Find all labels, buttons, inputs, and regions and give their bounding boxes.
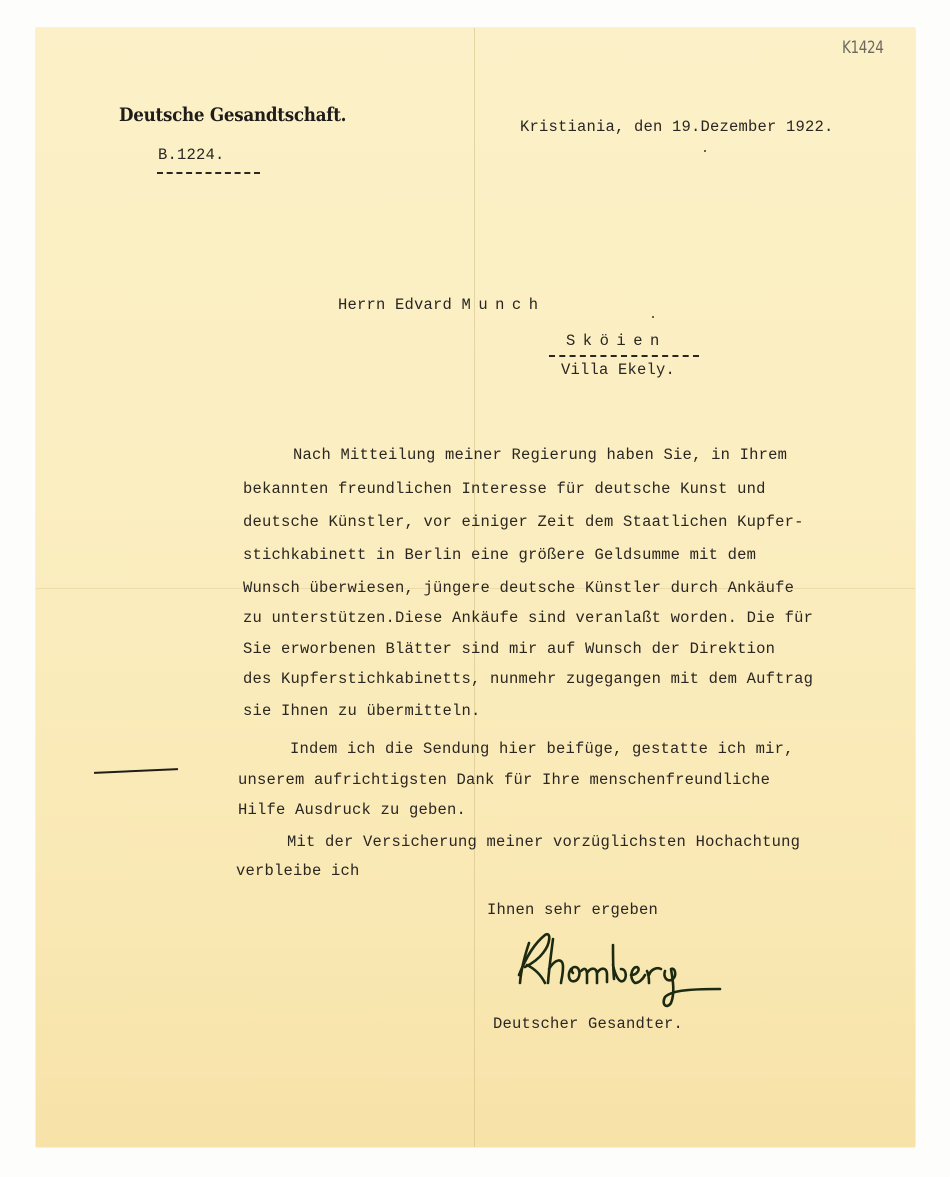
city-underline (549, 355, 699, 357)
body-line: Nach Mitteilung meiner Regierung haben Sie, in Ihrem (293, 446, 788, 464)
ink-speck (652, 316, 654, 318)
body-line: Sie erworbenen Blätter sind mir auf Wunsch der Direktion (243, 640, 776, 658)
handwritten-signature (515, 925, 730, 1010)
body-line: bekannten freundlichen Interesse für deutsche Kunst und (243, 480, 766, 498)
recipient-city: Sköien (566, 332, 667, 350)
signer-title: Deutscher Gesandter. (493, 1015, 684, 1033)
recipient-name (338, 296, 546, 314)
body-line: Mit der Versicherung meiner vorzüglichsten Hochachtung (287, 833, 801, 851)
body-line: Hilfe Ausdruck zu geben. (238, 801, 467, 819)
recipient-address: Villa Ekely. (561, 361, 676, 379)
reference-underline (157, 172, 260, 174)
recipient-given-name: Herrn Edvard (338, 296, 462, 314)
place-date: Kristiania, den 19.Dezember 1922. (520, 118, 834, 136)
body-line: zu unterstützen.Diese Ankäufe sind veranlaßt worden. Die für (243, 609, 814, 627)
body-line: sie Ihnen zu übermitteln. (243, 702, 481, 720)
body-line: verbleibe ich (236, 862, 360, 880)
closing-phrase: Ihnen sehr ergeben (487, 901, 659, 919)
archive-number: K1424 (842, 38, 884, 58)
body-line: Wunsch überwiesen, jüngere deutsche Künstler durch Ankäufe (243, 579, 795, 597)
body-line: unserem aufrichtigsten Dank für Ihre menschenfreundliche (238, 771, 771, 789)
body-line: Indem ich die Sendung hier beifüge, gestatte ich mir, (290, 740, 794, 758)
body-line: deutsche Künstler, vor einiger Zeit dem Staatlichen Kupfer- (243, 513, 804, 531)
ink-speck (704, 150, 706, 152)
body-line: des Kupferstichkabinetts, nunmehr zugegangen mit dem Auftrag (243, 670, 814, 688)
reference-number: B.1224. (158, 146, 225, 164)
body-line: stichkabinett in Berlin eine größere Geldsumme mit dem (243, 546, 757, 564)
recipient-surname: Munch (461, 296, 546, 314)
letterhead: Deutsche Gesandtschaft. (119, 104, 347, 126)
